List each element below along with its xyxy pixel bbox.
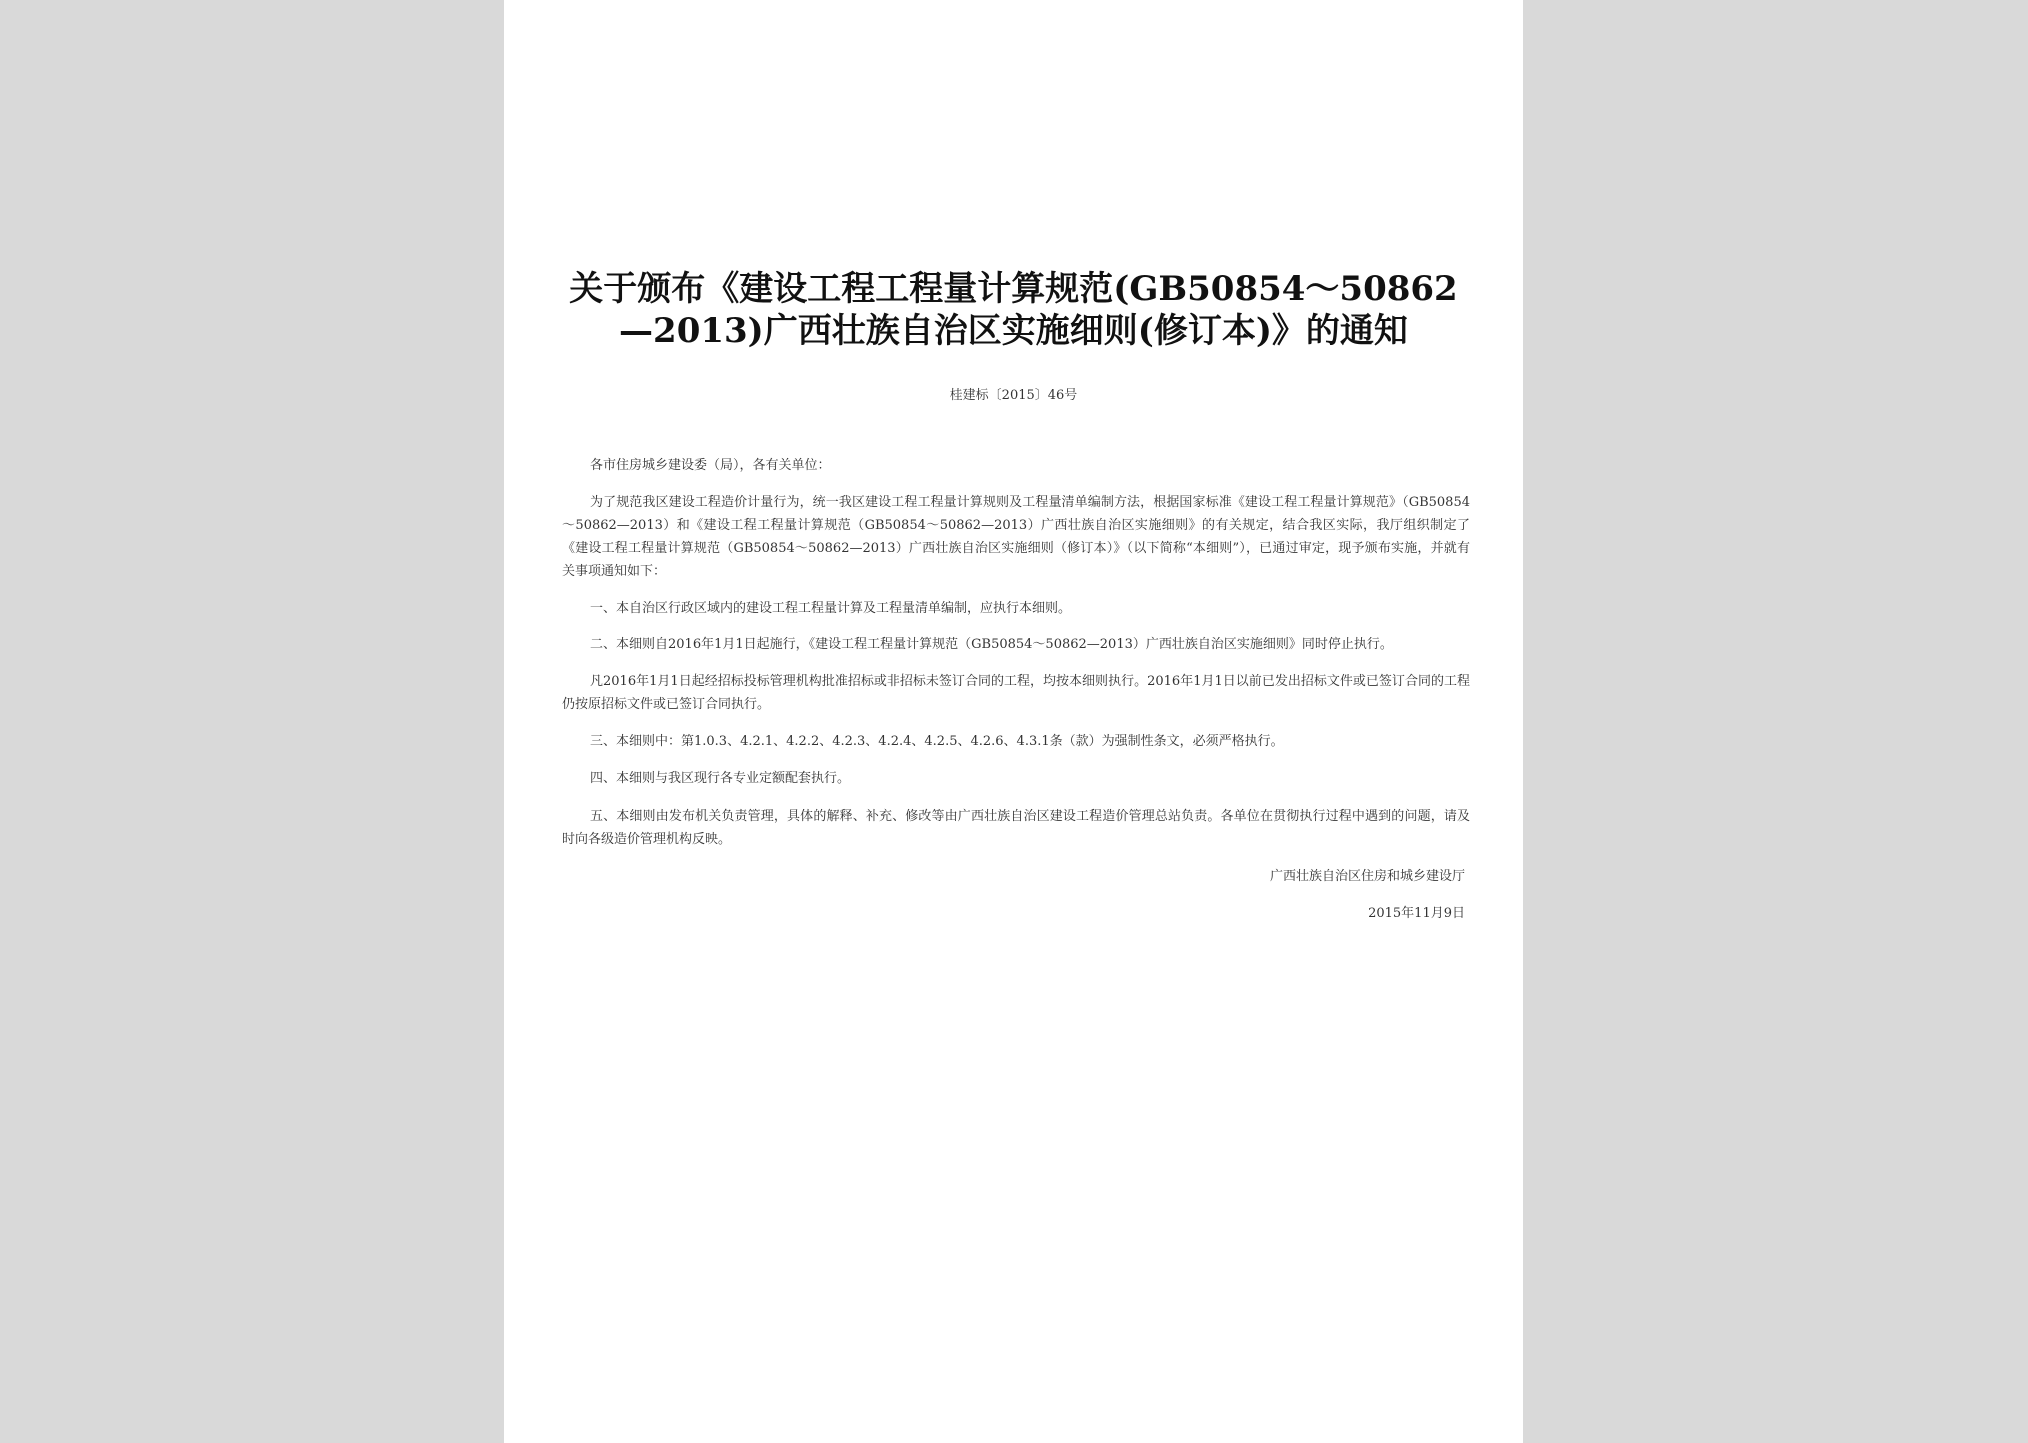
- issue-date: 2015年11月9日: [1368, 906, 1465, 921]
- salutation: 各市住房城乡建设委（局），各有关单位：: [590, 458, 831, 473]
- document-title-line-2: —2013)广西壮族自治区实施细则(修订本)》的通知: [619, 311, 1408, 351]
- document-title-line-1: 关于颁布《建设工程工程量计算规范(GB50854～50862: [569, 269, 1458, 309]
- paragraph-item-1: 一、本自治区行政区域内的建设工程工程量计算及工程量清单编制，应执行本细则。: [590, 601, 1072, 616]
- paragraph-item-2: 二、本细则自2016年1月1日起施行，《建设工程工程量计算规范（GB50854～50862—2013）广西壮族自治区实施细则》同时停止执行。: [590, 637, 1393, 652]
- paragraph-item-3: 三、本细则中：第1.0.3、4.2.1、4.2.2、4.2.3、4.2.4、4.2.5、4.2.6、4.3.1条（款）为强制性条文，必须严格执行。: [590, 734, 1284, 749]
- issuer-signature: 广西壮族自治区住房和城乡建设厅: [1269, 869, 1465, 884]
- paragraph-item-2-detail: 凡2016年1月1日起经招标投标管理机构批准招标或非招标未签订合同的工程，均按本细则执行。2016年1月1日以前已发出招标文件或已签订合同的工程仍按原招标文件或已签订合同执行。: [562, 674, 1470, 712]
- paragraph-item-4: 四、本细则与我区现行各专业定额配套执行。: [590, 771, 851, 786]
- document-number: 桂建标〔2015〕46号: [949, 388, 1078, 403]
- document-page: [504, 0, 1523, 1443]
- paragraph-intro: 为了规范我区建设工程造价计量行为，统一我区建设工程工程量计算规则及工程量清单编制方法，根据国家标准《建设工程工程量计算规范》（GB50854～50862—2013）和《建设工程工程量计算规范（GB50854～50862—2013）广西壮族自治区实施细则》的有关规定，结合我区实际，我厅组织制定了《建设工程工程量计算规范（GB50854～50862—2013）广西壮族自治区实施细则（修订本）》（以下简称“本细则”），已通过审定，现予颁布实施，并就有关事项通知如下：: [562, 495, 1470, 579]
- paragraph-item-5: 五、本细则由发布机关负责管理，具体的解释、补充、修改等由广西壮族自治区建设工程造价管理总站负责。各单位在贯彻执行过程中遇到的问题，请及时向各级造价管理机构反映。: [562, 809, 1470, 847]
